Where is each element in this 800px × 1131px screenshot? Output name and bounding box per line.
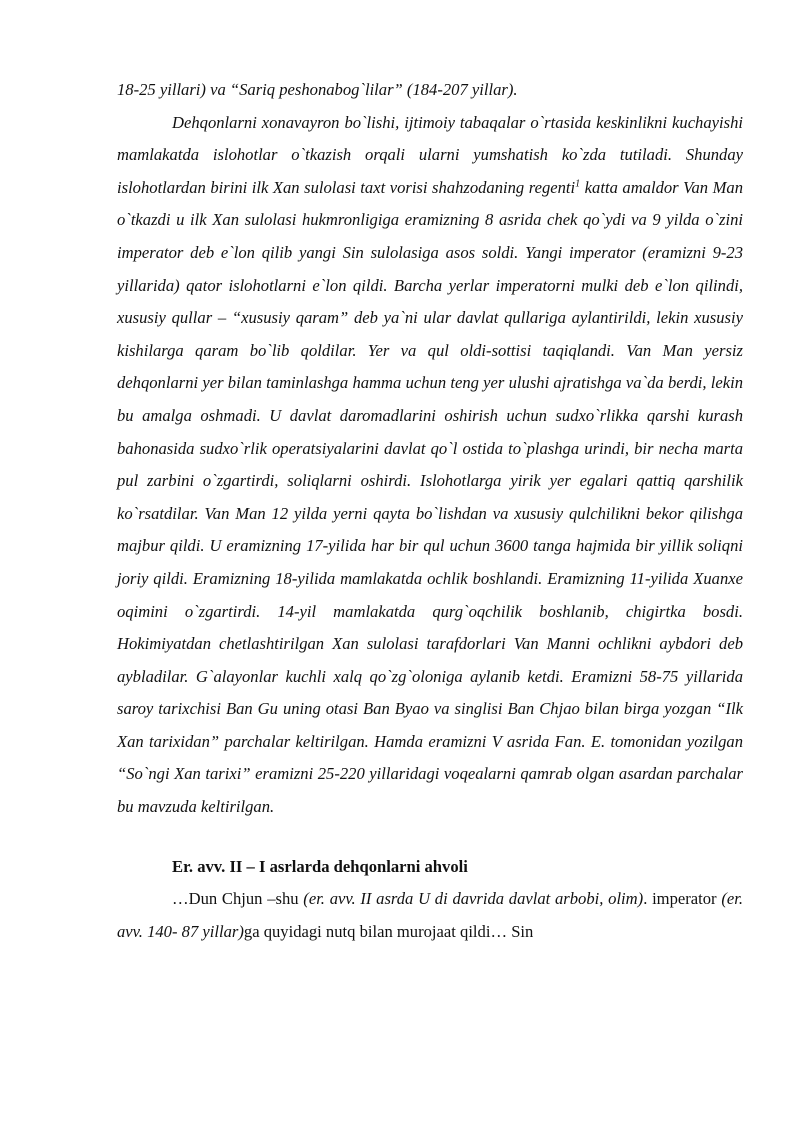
final-text-2: . imperator bbox=[643, 889, 722, 909]
final-italic-1: (er. avv. II asrda U di davrida davlat arbobi, olim) bbox=[303, 889, 644, 909]
document-page bbox=[117, 74, 743, 948]
section-heading: Er. avv. II – I asrlarda dehqonlarni ahvoli bbox=[172, 856, 468, 876]
final-italic-2: (er. avv. 140- 87 yillar) bbox=[117, 889, 743, 941]
final-text-1: …Dun Chjun –shu bbox=[172, 889, 304, 909]
main-paragraph bbox=[117, 107, 743, 824]
main-paragraph-part2: katta amaldor Van Man o`tkazdi u ilk Xan sulolasi hukmronligiga eramizning 8 asrida chek qo`ydi va 9 yilda o`zini imperator deb e`lon qilib yangi Sin sulolasiga asos soldi. Yangi imperator (eramizni 9-23 yillarida) qator islohotlarni e`lon qildi. Barcha yerlar imperatorni mulki deb e`lon qilindi, xususiy qullar – “xususiy qaram” deb ya`ni ular davlat qullariga aylantirildi, lekin xususiy kishilarga qaram bo`lib qoldilar. Yer va qul oldi-sottisi taqiqlandi. Van Man yersiz dehqonlarni yer bilan taminlashga hamma uchun teng yer ulushi ajratishga va`da berdi, lekin bu amalga oshmadi. U davlat daromadlarini oshirish uchun sudxo`rlikka qarshi kurash bahonasida sudxo`rlik operatsiyalarini davlat qo`l ostida to`plashga urindi, bir necha marta pul zarbini o`zgartirdi, soliqlarni oshirdi. Islohotlarga yirik yer egalari qattiq qarshilik ko`rsatdilar. Van Man 12 yilda yerni qayta bo`lishdan va xususiy qulchilikni bekor qilishga majbur qildi. U eramizning 17-yilida har bir qul uchun 3600 tanga hajmida bir yillik soliqni joriy qildi. Eramizning 18-yilida mamlakatda ochlik boshlandi. Eramizning 11-yilida Xuanxe oqimini o`zgartirdi. 14-yil mamlakatda qurg`oqchilik boshlanib, chigirtka bosdi. Hokimiyatdan chetlashtirilgan Xan sulolasi tarafdorlari Van Manni ochlikni aybdori deb aybladilar. G`alayonlar kuchli xalq qo`zg`oloniga aylanib ketdi. Eramizni 58-75 yillarida saroy tarixchisi Ban Gu uning otasi Ban Byao va singlisi Ban Chjao bilan birga yozgan “Ilk Xan tarixidan” parchalar keltirilgan. Hamda eramizni V asrida Fan. E. tomonidan yozilgan “So`ngi Xan tarixi” eramizni 25-220 yillaridagi voqealarni qamrab olgan asardan parchalar bu mavzuda keltirilgan. bbox=[117, 177, 743, 817]
main-paragraph-part1: Dehqonlarni xonavayron bo`lishi, ijtimoiy tabaqalar o`rtasida keskinlikni kuchayishi mamlakatda islohotlar o`tkazish orqali ularni yumshatish ko`zda tutiladi. Shunday islohotlardan birini ilk Xan sulolasi taxt vorisi shahzodaning regenti bbox=[117, 112, 743, 197]
lead-line: 18-25 yillari) va “Sariq peshonabog`lilar” (184-207 yillar). bbox=[117, 80, 518, 99]
final-paragraph bbox=[117, 883, 743, 948]
final-text-3: ga quyidagi nutq bilan murojaat qildi… Sin bbox=[243, 921, 534, 941]
footnote-reference[interactable]: 1 bbox=[575, 178, 581, 190]
